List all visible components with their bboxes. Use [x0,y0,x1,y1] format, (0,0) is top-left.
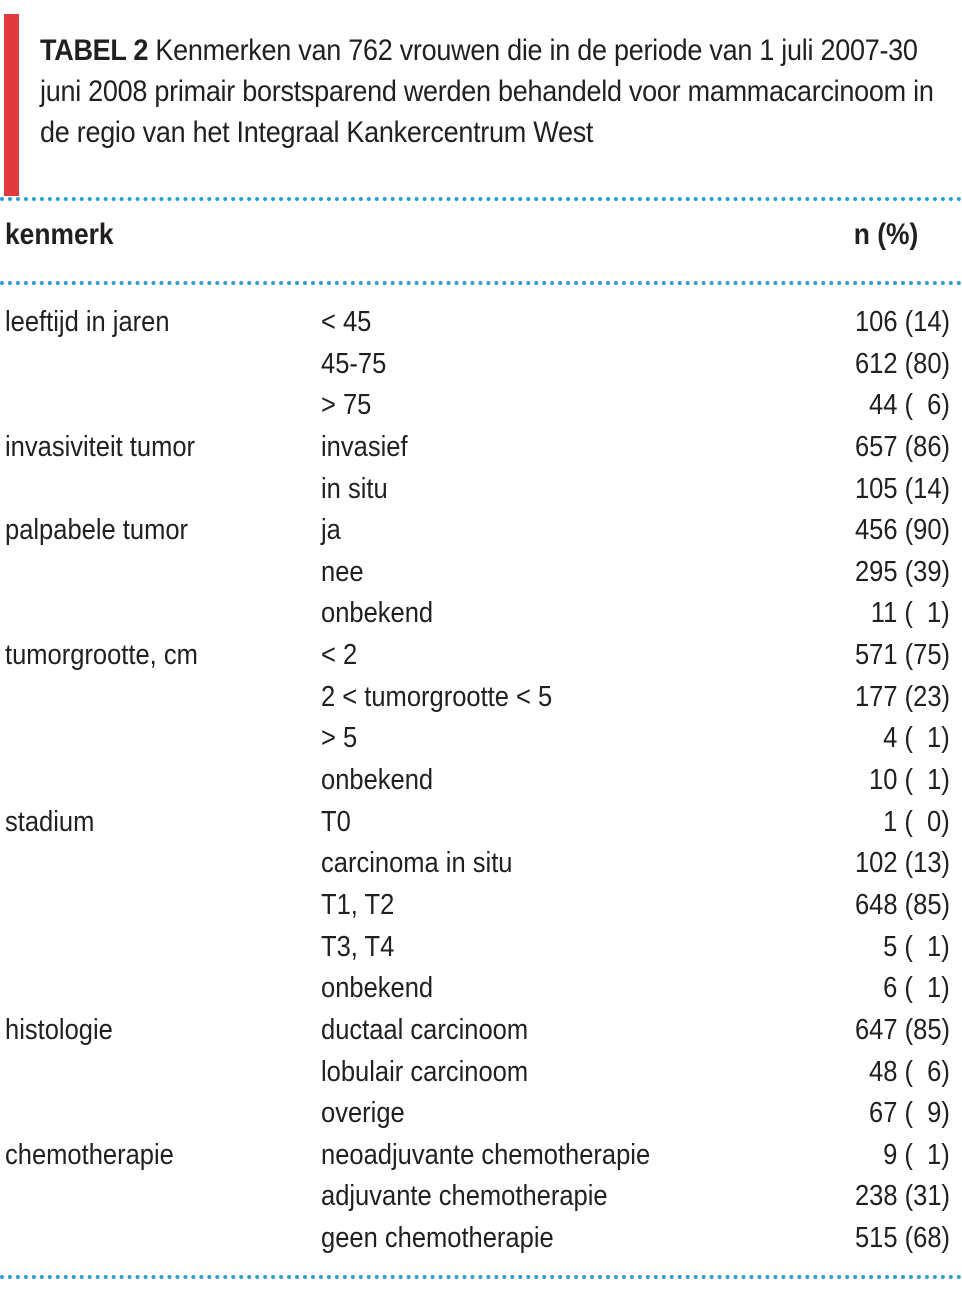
cell-categorie: geen chemotherapie [321,1222,554,1255]
cell-kenmerk: histologie [5,1013,113,1046]
cell-n-percent: 10 ( 1) [869,764,950,797]
table-row [0,552,962,594]
table-row [0,760,962,802]
top-divider [0,197,962,201]
cell-n-percent: 11 ( 1) [871,597,950,630]
cell-n-percent: 106 (14) [854,306,950,338]
cell-n-percent: 1 ( 0) [883,805,950,838]
cell-n-percent: 9 ( 1) [883,1138,950,1171]
header-n-percent: n (%) [853,218,918,251]
table-row [0,1218,962,1260]
table-caption-text: Kenmerken van 762 vrouwen die in de periode van 1 juli 2007-30 juni 2008 primair borstsparend werden behandeld voor mammacarcinoom in de regio van het Integraal Kankercentrum West [40,34,934,149]
cell-categorie: < 45 [321,306,372,338]
table-row [0,1093,962,1135]
table-header [0,218,962,258]
table-row [0,927,962,969]
cell-n-percent: 647 (85) [854,1013,950,1046]
cell-n-percent: 67 ( 9) [869,1097,950,1130]
cell-n-percent: 571 (75) [854,639,950,672]
cell-n-percent: 5 ( 1) [883,930,950,963]
table-row [0,885,962,927]
cell-categorie: nee [321,555,364,588]
cell-categorie: lobulair carcinoom [321,1055,529,1088]
table-row [0,843,962,885]
cell-categorie: > 75 [321,389,372,422]
cell-kenmerk: tumorgrootte, cm [5,639,198,672]
table-row [0,802,962,844]
table-row [0,427,962,469]
table-row [0,968,962,1010]
cell-n-percent: 238 (31) [854,1180,950,1213]
table-row [0,1176,962,1218]
cell-n-percent: 612 (80) [854,347,950,380]
cell-categorie: T3, T4 [321,930,395,963]
table-body [0,302,962,1260]
cell-kenmerk: leeftijd in jaren [5,306,170,338]
table-row [0,718,962,760]
table-row [0,1010,962,1052]
cell-categorie: T1, T2 [321,888,395,921]
cell-n-percent: 657 (86) [854,430,950,463]
table-row [0,469,962,511]
cell-n-percent: 648 (85) [854,888,950,921]
table-row [0,593,962,635]
cell-categorie: overige [321,1097,405,1130]
cell-n-percent: 48 ( 6) [869,1055,950,1088]
table-row [0,302,962,344]
cell-n-percent: 295 (39) [854,555,950,588]
cell-n-percent: 4 ( 1) [883,722,950,755]
cell-n-percent: 105 (14) [854,472,950,505]
cell-categorie: neoadjuvante chemotherapie [321,1138,651,1171]
cell-categorie: T0 [321,805,351,838]
cell-kenmerk: invasiviteit tumor [5,430,196,463]
cell-n-percent: 44 ( 6) [869,389,950,422]
cell-categorie: onbekend [321,597,434,630]
cell-n-percent: 102 (13) [854,847,950,880]
cell-n-percent: 456 (90) [854,514,950,547]
cell-n-percent: 6 ( 1) [883,972,950,1005]
header-kenmerk: kenmerk [5,218,114,251]
table-row [0,510,962,552]
cell-categorie: < 2 [321,639,358,672]
cell-categorie: ductaal carcinoom [321,1013,529,1046]
table-row [0,1052,962,1094]
cell-categorie: 45-75 [321,347,387,380]
table-row [0,677,962,719]
table-row [0,635,962,677]
cell-categorie: invasief [321,430,408,463]
table-label: TABEL 2 [40,34,149,67]
cell-categorie: onbekend [321,764,434,797]
cell-kenmerk: stadium [5,805,95,838]
cell-categorie: carcinoma in situ [321,847,513,880]
cell-categorie: > 5 [321,722,358,755]
cell-categorie: ja [321,514,341,547]
cell-categorie: in situ [321,472,388,505]
table-caption [40,30,949,153]
cell-n-percent: 177 (23) [854,680,950,713]
table-row [0,344,962,386]
cell-categorie: onbekend [321,972,434,1005]
cell-kenmerk: palpabele tumor [5,514,189,547]
cell-categorie: 2 < tumorgrootte < 5 [321,680,553,713]
cell-n-percent: 515 (68) [854,1222,950,1255]
cell-kenmerk: chemotherapie [5,1138,174,1171]
table-row [0,385,962,427]
bottom-divider [0,1275,962,1279]
table-row [0,1135,962,1177]
accent-bar [4,14,19,196]
cell-categorie: adjuvante chemotherapie [321,1180,608,1213]
header-divider [0,281,962,285]
